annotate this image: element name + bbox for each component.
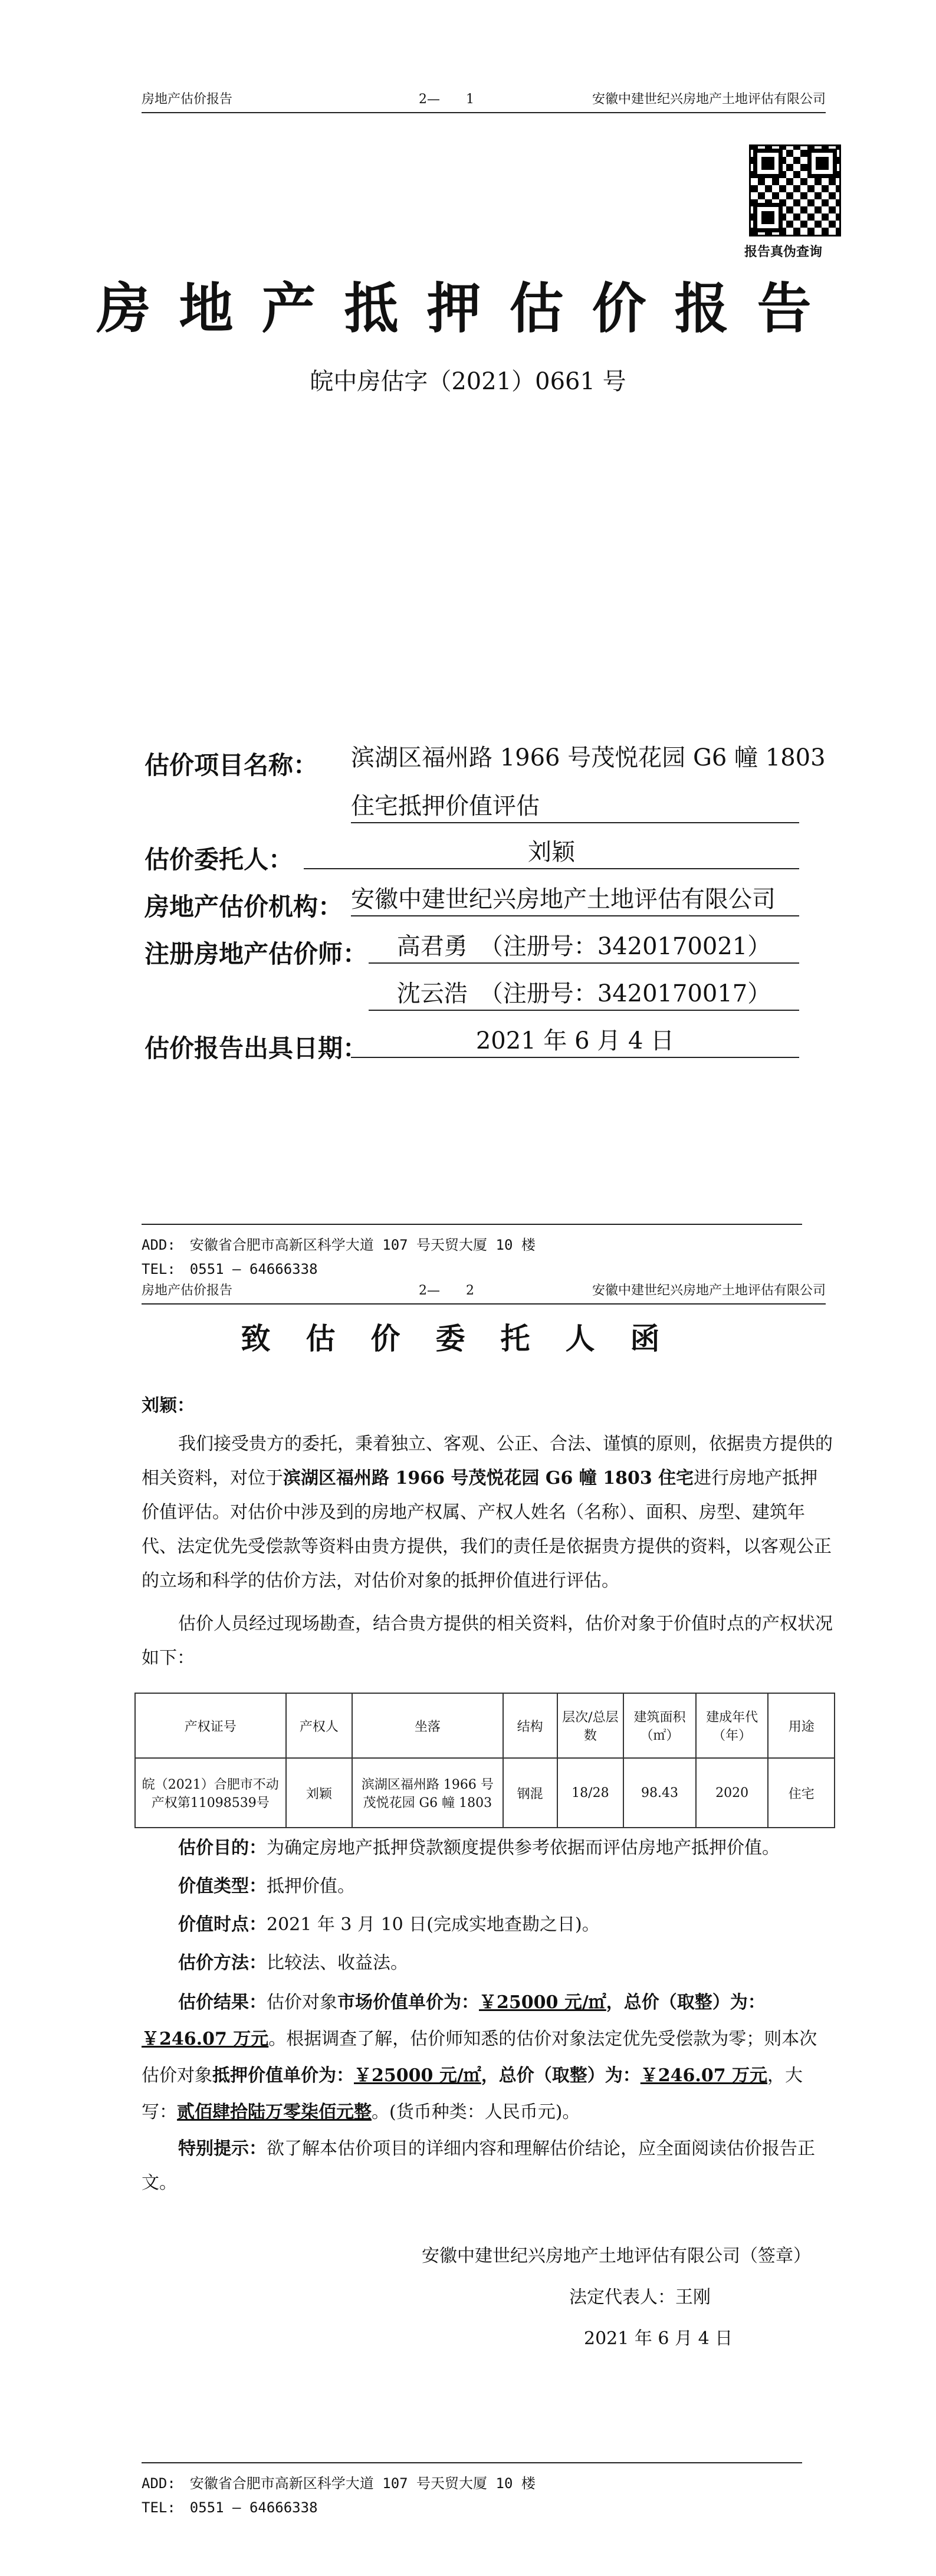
project-name-value: 滨湖区福州路 1966 号茂悦花园 G6 幢 1803	[351, 744, 826, 771]
header-right: 安徽中建世纪兴房地产土地评估有限公司	[592, 1283, 826, 1298]
table-header: 用途	[768, 1693, 835, 1758]
result-paragraph	[142, 1984, 835, 2131]
signature-organization: 安徽中建世纪兴房地产土地评估有限公司（签章）	[422, 2246, 811, 2266]
note-label: 特别提示：	[178, 2138, 267, 2159]
table-header: 坐落	[352, 1693, 503, 1758]
project-name-value-line2: 住宅抵押价值评估	[351, 790, 799, 823]
letter-page	[0, 1280, 936, 2576]
issue-date-value: 2021 年 6 月 4 日	[351, 1025, 799, 1058]
page-header	[142, 1280, 826, 1305]
table-header-row	[135, 1693, 835, 1758]
footer-phone: TEL: 0551 — 64666338	[142, 1261, 318, 1277]
result-text: 市场价值单价为：	[337, 1992, 479, 2013]
mortgage-unit-price: ￥25000 元/㎡	[354, 2065, 481, 2086]
table-cell: 刘颖	[286, 1758, 352, 1828]
purpose-line	[142, 1831, 835, 1865]
header-left: 房地产估价报告	[142, 1283, 233, 1298]
result-text: ，总价（取整）为：	[606, 1992, 766, 2013]
value-date-value: 2021 年 3 月 10 日(完成实地查勘之日)。	[267, 1914, 600, 1935]
method-value: 比较法、收益法。	[267, 1953, 408, 1973]
table-header: 产权人	[286, 1693, 352, 1758]
result-text: 抵押价值单价为：	[212, 2065, 354, 2086]
header-page-number: 2— 1	[419, 92, 474, 107]
page-header	[142, 88, 826, 113]
footer-address: ADD: 安徽省合肥市高新区科学大道 107 号天贸大厦 10 楼	[142, 1237, 536, 1253]
value-type-label: 价值类型：	[178, 1876, 267, 1897]
status-paragraph: 估价人员经过现场勘查，结合贵方提供的相关资料，估价对象于价值时点的产权状况如下：	[142, 1614, 833, 1668]
table-cell: 98.43	[623, 1758, 696, 1828]
table-cell: 滨湖区福州路 1966 号茂悦花园 G6 幢 1803	[352, 1758, 503, 1828]
table-cell: 住宅	[768, 1758, 835, 1828]
table-cell: 2020	[696, 1758, 768, 1828]
signature-legal-rep: 法定代表人：王刚	[569, 2287, 711, 2308]
note-paragraph	[142, 2132, 835, 2200]
agency-label: 房地产估价机构：	[144, 892, 343, 921]
method-label: 估价方法：	[178, 1953, 267, 1973]
value-type-line	[142, 1869, 835, 1904]
purpose-value: 为确定房地产抵押贷款额度提供参考依据而评估房地产抵押价值。	[267, 1838, 780, 1858]
intro-text-a: 我们接受贵方的委托，秉着独立、客观、公正、合法、谨慎的原则，依据贵方提供的相关资料，对位于	[142, 1434, 833, 1489]
client-label: 估价委托人：	[144, 845, 294, 874]
table-row	[135, 1758, 835, 1828]
table-cell: 钢混	[503, 1758, 557, 1828]
qr-caption: 报告真伪查询	[744, 244, 823, 259]
agency-value: 安徽中建世纪兴房地产土地评估有限公司	[351, 883, 799, 916]
footer-phone: TEL: 0551 — 64666338	[142, 2499, 318, 2516]
page-footer	[142, 1224, 802, 1278]
table-header: 建筑面积（㎡）	[623, 1693, 696, 1758]
issue-date-label: 估价报告出具日期：	[144, 1034, 368, 1063]
report-cover-page	[0, 0, 936, 1280]
signature-date: 2021 年 6 月 4 日	[584, 2328, 733, 2349]
table-header: 建成年代（年）	[696, 1693, 768, 1758]
table-cell: 18/28	[557, 1758, 623, 1828]
value-date-label: 价值时点：	[178, 1914, 267, 1935]
market-total-price: ￥246.07 万元	[142, 2029, 269, 2049]
intro-paragraph	[142, 1427, 835, 1598]
report-number: 皖中房估字（2021）0661 号	[310, 368, 626, 395]
intro-text-c: 进行房地产抵押价值评估。对估价中涉及到的房地产权属、产权人姓名（名称）、面积、房型、建筑年代、法定优先受偿款等资料由贵方提供，我们的责任是依据贵方提供的资料，以客观公正的立场和科学的估价方法，对估价对象的抵押价值进行评估。	[142, 1468, 832, 1591]
result-text: ，大写：	[142, 2065, 803, 2122]
header-page-number: 2— 2	[419, 1283, 474, 1298]
client-value: 刘颖	[304, 836, 799, 869]
footer-address: ADD: 安徽省合肥市高新区科学大道 107 号天贸大厦 10 楼	[142, 2475, 536, 2492]
project-name-label: 估价项目名称：	[144, 751, 318, 780]
qr-code-icon[interactable]	[749, 144, 841, 236]
table-header: 层次/总层数	[557, 1693, 623, 1758]
appraiser-1-value: 高君勇 （注册号：3420170021）	[369, 931, 799, 964]
value-type-value: 抵押价值。	[267, 1876, 355, 1897]
result-text: 。根据调查了解，估价师知悉的估价对象法定优先受偿款为零；则本次估价对象	[142, 2029, 817, 2086]
result-text: 估价对象	[267, 1992, 337, 2013]
amount-in-words: 贰佰肆拾陆万零柒佰元整	[177, 2102, 372, 2122]
value-date-line	[142, 1908, 835, 1942]
page-footer	[142, 2462, 802, 2516]
appraiser-2-value: 沈云浩 （注册号：3420170017）	[369, 978, 799, 1011]
mortgage-total-price: ￥246.07 万元	[640, 2065, 768, 2086]
salutation: 刘颖：	[142, 1395, 195, 1416]
method-line	[142, 1946, 835, 1980]
market-unit-price: ￥25000 元/㎡	[479, 1992, 606, 2013]
property-address: 滨湖区福州路 1966 号茂悦花园 G6 幢 1803 住宅	[283, 1468, 694, 1489]
letter-title: 致估价委托人函	[241, 1321, 695, 1356]
result-text: ，总价（取整）为：	[481, 2065, 641, 2086]
property-table	[134, 1693, 835, 1828]
table-header: 结构	[503, 1693, 557, 1758]
header-left: 房地产估价报告	[142, 92, 233, 107]
table-cell: 皖（2021）合肥市不动产权第11098539号	[135, 1758, 286, 1828]
note-text: 欲了解本估价项目的详细内容和理解估价结论，应全面阅读估价报告正文。	[142, 2138, 815, 2193]
appraiser-label: 注册房地产估价师：	[144, 939, 368, 968]
result-text: 。(货币种类：人民币元)。	[372, 2102, 580, 2122]
purpose-label: 估价目的：	[178, 1838, 267, 1858]
header-right: 安徽中建世纪兴房地产土地评估有限公司	[592, 92, 826, 107]
report-title: 房地产抵押估价报告	[96, 277, 840, 340]
table-header: 产权证号	[135, 1693, 286, 1758]
result-label: 估价结果：	[178, 1992, 267, 2013]
